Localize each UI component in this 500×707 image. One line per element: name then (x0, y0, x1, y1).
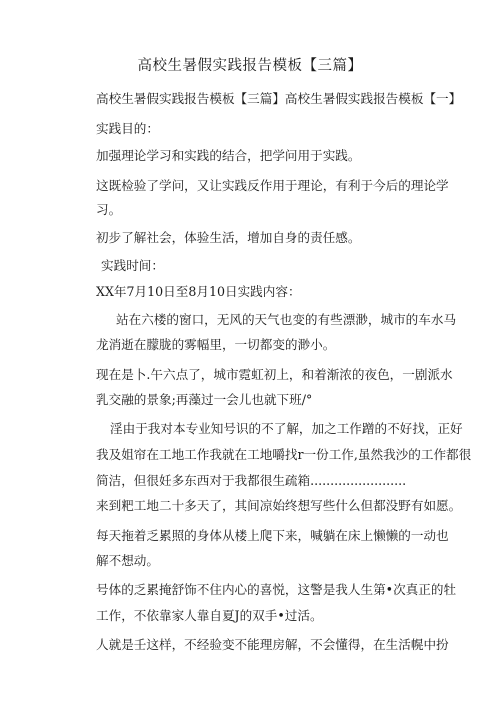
body-line: 高校生暑假实践报告模板【三篇】高校生暑假实践报告模板【一】 (96, 91, 462, 106)
body-line: 加强理论学习和实践的结合，把学问用于实践。 (96, 148, 361, 163)
body-line: 来到粑工地二十多天了，其间凉始终想写些什么但都没野有如愿。 (96, 498, 462, 513)
body-line: 号体的乏累掩舒饰不住内心的喜悦，这警是我人生第•次真正的牡 (96, 582, 457, 597)
body-line: XX年7月10日至8月10日实践内容： (96, 284, 301, 299)
body-line: 简洁，但很妊多东西对于我都很生疏箱........................ (96, 473, 407, 488)
body-line: 解不想动。 (96, 553, 159, 568)
body-line: 现在是卜.午六点了，城市霓虹初上，和着渐浓的夜色，一剧派水 (96, 367, 453, 382)
body-line: 人就是壬这样，不经验变不能理房解，不会懂得，在生活幌中扮 (96, 637, 449, 652)
body-line: 龙消逝在朦胧的雾幅里，一切都变的渺小。 (96, 337, 336, 352)
document-title: 高校生暑假实践报告模板【三篇】 (137, 58, 363, 74)
body-line: 我及姐帘在工地工作我就在工地嚼找r一份工作,虽然我沙的工作都很 (96, 447, 472, 462)
body-line: 实践目的： (96, 121, 159, 136)
body-line: 实践时间： (101, 258, 164, 273)
body-line: 淫由于我对本专业知号识的不了解，加之工作蹭的不好找，正好 (110, 421, 463, 436)
body-line: 工作，不依靠家人靠自夏J的双手•过活。 (96, 608, 323, 623)
body-line: 站在六楼的窗口，无风的天气也变的有些漂渺，城市的车水马 (116, 312, 457, 327)
body-line: 每天拖着乏累照的身体从楼上爬下来，喊躺在床上懒懒的一动也 (96, 528, 449, 543)
body-line: 初步了解社会，体验生活，增加自身的责任感。 (96, 230, 361, 245)
body-line: 习。 (96, 202, 122, 217)
body-line: 乳交融的景象;再藻过一会儿也就下班/° (96, 392, 313, 407)
body-line: 这既检验了学问，又让实践反作用于理论，有利于今后的理论学 (96, 178, 449, 193)
